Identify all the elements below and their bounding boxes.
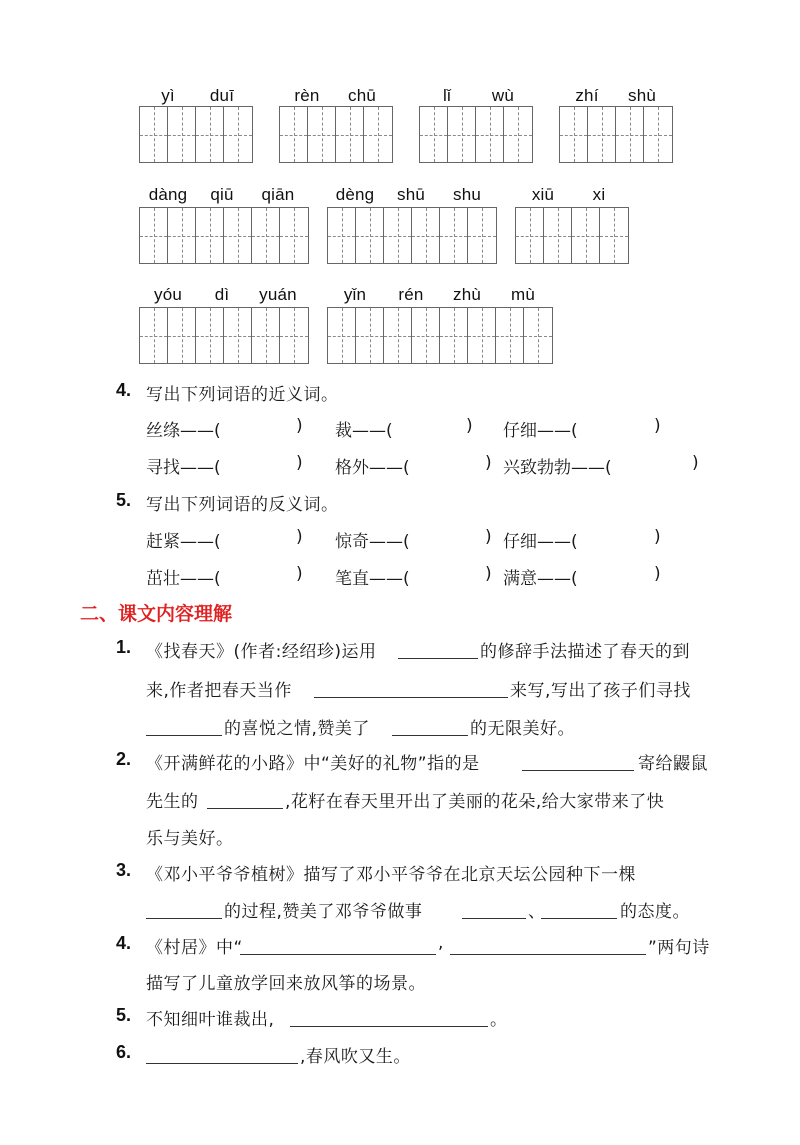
pinyin-syllable: shū: [396, 185, 426, 204]
question-number: 5.: [116, 1005, 132, 1025]
pinyin-syllable: xi: [592, 185, 606, 204]
question-text: ,花籽在春天里开出了美丽的花朵,给大家带来了快: [285, 792, 665, 812]
question-number: 2.: [116, 749, 132, 769]
question-instruction: 写出下列词语的反义词。: [146, 495, 339, 515]
answer-paren[interactable]: ): [485, 527, 492, 547]
writing-grid[interactable]: [139, 106, 253, 163]
question-text: 、: [528, 902, 546, 922]
answer-paren[interactable]: ): [296, 416, 303, 436]
pinyin-syllable: shù: [627, 86, 657, 105]
question-text: 寄给鼹鼠: [638, 754, 708, 774]
writing-grid[interactable]: [139, 307, 309, 364]
writing-grid[interactable]: [139, 207, 309, 264]
question-text: 先生的: [146, 792, 199, 812]
question-text: 。: [490, 1010, 508, 1030]
question-text: 不知细叶谁裁出,: [146, 1010, 275, 1030]
writing-grid[interactable]: [419, 106, 533, 163]
answer-paren[interactable]: ): [296, 453, 303, 473]
question-number: 1.: [116, 637, 132, 657]
question-text: 来写,写出了孩子们寻找: [510, 681, 691, 701]
answer-paren[interactable]: ): [296, 564, 303, 584]
pinyin-syllable: dàng: [148, 185, 188, 204]
synonym-item: 寻找——(: [146, 458, 221, 478]
answer-blank[interactable]: [392, 734, 468, 736]
antonym-item: 笔直——(: [335, 569, 410, 589]
pinyin-syllable: duī: [209, 86, 235, 105]
pinyin-syllable: yǐn: [343, 285, 367, 304]
question-number: 6.: [116, 1042, 132, 1062]
answer-paren[interactable]: ): [485, 564, 492, 584]
writing-grid[interactable]: [515, 207, 629, 264]
pinyin-syllable: yóu: [153, 285, 183, 304]
pinyin-syllable: dèng: [335, 185, 375, 204]
synonym-item: 丝绦——(: [146, 421, 221, 441]
pinyin-syllable: qiān: [261, 185, 295, 204]
writing-grid[interactable]: [327, 207, 497, 264]
question-number: 4.: [116, 380, 132, 400]
answer-blank[interactable]: [146, 734, 222, 736]
question-text: 的无限美好。: [470, 719, 575, 739]
pinyin-syllable: mù: [510, 285, 536, 304]
synonym-item: 仔细——(: [503, 421, 578, 441]
pinyin-syllable: qiū: [210, 185, 234, 204]
answer-paren[interactable]: ): [485, 453, 492, 473]
answer-blank[interactable]: [522, 769, 634, 771]
antonym-item: 仔细——(: [503, 532, 578, 552]
pinyin-syllable: shu: [452, 185, 482, 204]
pinyin-syllable: yuán: [259, 285, 297, 304]
question-text: 乐与美好。: [146, 829, 234, 849]
pinyin-syllable: wù: [491, 86, 515, 105]
question-number: 5.: [116, 490, 132, 510]
writing-grid[interactable]: [327, 307, 553, 364]
answer-paren[interactable]: ): [654, 527, 661, 547]
question-number: 3.: [116, 860, 132, 880]
pinyin-syllable: xiū: [531, 185, 555, 204]
pinyin-syllable: zhí: [575, 86, 599, 105]
question-text: 《村居》中“: [146, 938, 243, 958]
question-text: ,: [438, 933, 444, 953]
antonym-item: 满意——(: [503, 569, 578, 589]
question-text: 来,作者把春天当作: [146, 681, 292, 701]
answer-blank[interactable]: [146, 1062, 298, 1064]
pinyin-syllable: zhù: [452, 285, 482, 304]
pinyin-syllable: rén: [398, 285, 424, 304]
question-text: ”两句诗: [648, 938, 710, 958]
answer-paren[interactable]: ): [654, 416, 661, 436]
answer-blank[interactable]: [240, 953, 436, 955]
writing-grid[interactable]: [559, 106, 673, 163]
answer-blank[interactable]: [207, 807, 283, 809]
answer-paren[interactable]: ): [692, 453, 699, 473]
antonym-item: 茁壮——(: [146, 569, 221, 589]
question-text: 描写了儿童放学回来放风筝的场景。: [146, 974, 426, 994]
synonym-item: 兴致勃勃——(: [503, 458, 612, 478]
answer-blank[interactable]: [450, 953, 646, 955]
answer-paren[interactable]: ): [654, 564, 661, 584]
question-text: 《开满鲜花的小路》中“美好的礼物”指的是: [146, 754, 480, 774]
question-text: 的修辞手法描述了春天的到: [480, 642, 690, 662]
synonym-item: 裁——(: [335, 421, 393, 441]
antonym-item: 赶紧——(: [146, 532, 221, 552]
question-text: 《邓小平爷爷植树》描写了邓小平爷爷在北京天坛公园种下一棵: [146, 865, 636, 885]
synonym-item: 格外——(: [335, 458, 410, 478]
question-text: 的喜悦之情,赞美了: [224, 719, 370, 739]
antonym-item: 惊奇——(: [335, 532, 410, 552]
pinyin-syllable: yì: [161, 86, 175, 105]
question-instruction: 写出下列词语的近义词。: [146, 385, 339, 405]
answer-blank[interactable]: [290, 1025, 488, 1027]
pinyin-syllable: dì: [214, 285, 230, 304]
answer-paren[interactable]: ): [296, 527, 303, 547]
pinyin-syllable: chū: [347, 86, 377, 105]
answer-blank[interactable]: [541, 917, 617, 919]
question-text: 的态度。: [620, 902, 690, 922]
answer-blank[interactable]: [314, 696, 508, 698]
question-text: 的过程,赞美了邓爷爷做事: [224, 902, 423, 922]
question-text: ,春风吹又生。: [300, 1047, 411, 1067]
section-title: 二、课文内容理解: [80, 603, 233, 625]
answer-blank[interactable]: [398, 657, 478, 659]
question-text: 《找春天》(作者:经绍珍)运用: [146, 642, 377, 662]
answer-paren[interactable]: ): [466, 416, 473, 436]
writing-grid[interactable]: [279, 106, 393, 163]
answer-blank[interactable]: [146, 917, 222, 919]
question-number: 4.: [116, 933, 132, 953]
pinyin-syllable: lǐ: [443, 86, 451, 105]
pinyin-syllable: rèn: [294, 86, 320, 105]
answer-blank[interactable]: [462, 917, 526, 919]
